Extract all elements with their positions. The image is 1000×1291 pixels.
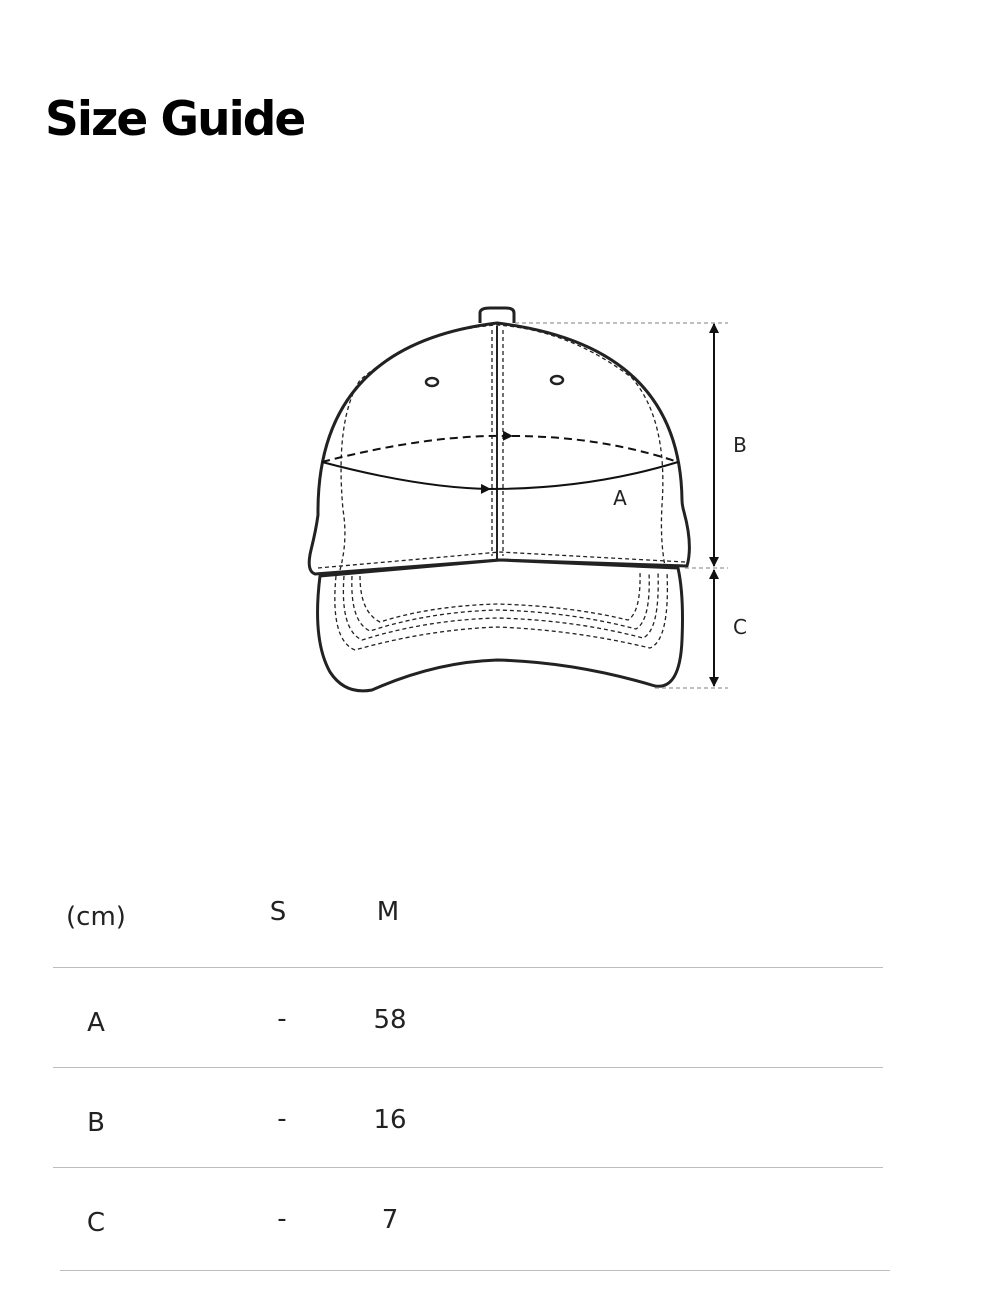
column-header-s: S bbox=[269, 897, 287, 927]
unit-header: (cm) bbox=[66, 902, 126, 932]
table-bottom-border bbox=[60, 1270, 890, 1271]
header-divider bbox=[53, 967, 883, 968]
label-b: B bbox=[733, 433, 747, 457]
row-a-m-value: 58 bbox=[373, 1005, 407, 1035]
cap-button bbox=[480, 308, 514, 323]
column-header-m: M bbox=[376, 897, 400, 927]
row-b-label: B bbox=[87, 1108, 105, 1138]
label-c: C bbox=[733, 615, 747, 639]
cap-illustration bbox=[309, 308, 689, 691]
row-c-s-value: - bbox=[277, 1204, 287, 1234]
row-divider bbox=[53, 1067, 883, 1068]
row-b-s-value: - bbox=[277, 1104, 287, 1134]
size-table bbox=[0, 860, 1000, 1291]
row-c-m-value: 7 bbox=[381, 1205, 399, 1235]
row-c-label: C bbox=[86, 1208, 106, 1238]
page-title: Size Guide bbox=[45, 92, 305, 147]
row-b-m-value: 16 bbox=[373, 1105, 407, 1135]
row-divider bbox=[53, 1167, 883, 1168]
cap-brim bbox=[318, 560, 683, 691]
row-a-label: A bbox=[87, 1008, 105, 1038]
row-a-s-value: - bbox=[277, 1004, 287, 1034]
label-a: A bbox=[613, 486, 627, 510]
